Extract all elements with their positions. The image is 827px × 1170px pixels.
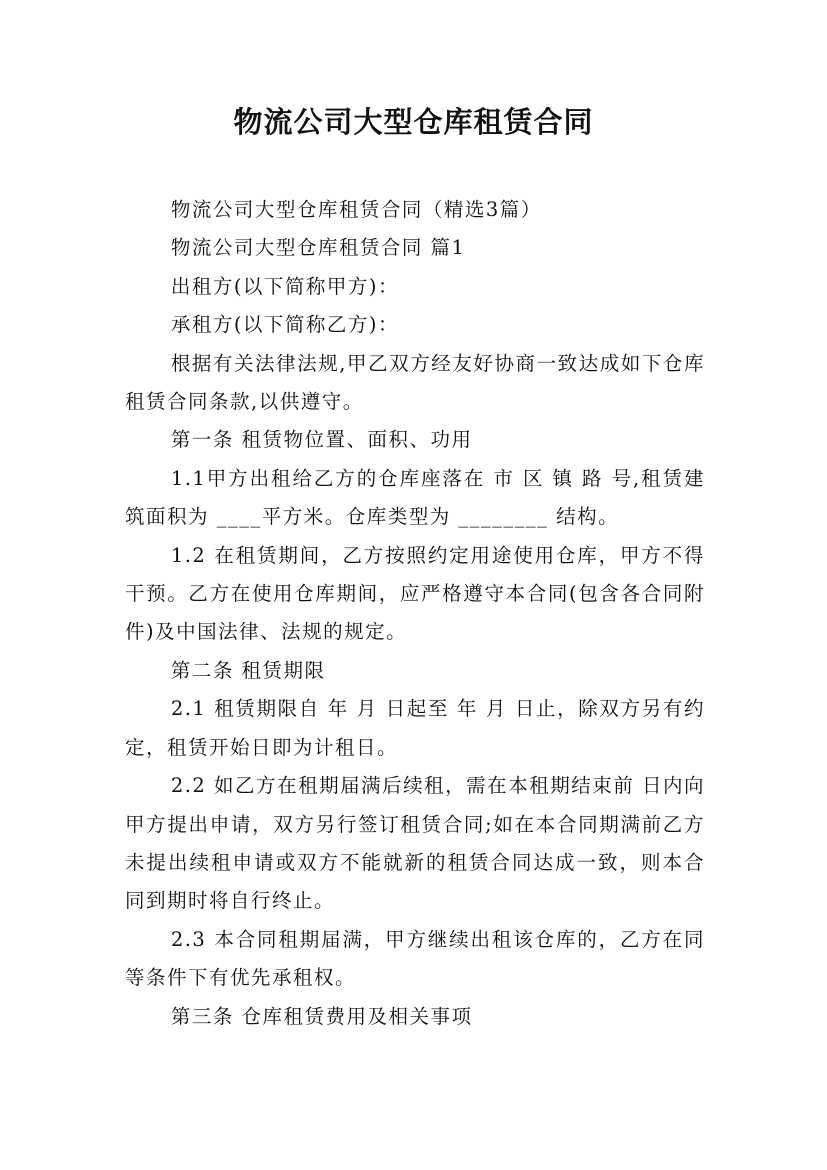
- article-2-heading: 第二条 租赁期限: [170, 658, 326, 682]
- document-body: [125, 191, 705, 1036]
- subtitle-paragraph: 物流公司大型仓库租赁合同（精选3篇）: [170, 198, 542, 221]
- clause-1-2: 1.2 在租赁期间，乙方按照约定用途使用仓库，甲方不得干预。乙方在使用仓库期间，应严格遵守本合同(包含各合同附件)及中国法律、法规的规定。: [125, 543, 705, 644]
- clause-2-3: 2.3 本合同租期届满，甲方继续出租该仓库的，乙方在同等条件下有优先承租权。: [125, 927, 705, 990]
- article-3-heading: 第三条 仓库租赁费用及相关事项: [170, 1004, 473, 1028]
- part-heading: 物流公司大型仓库租赁合同 篇1: [170, 236, 466, 260]
- lessor-line: 出租方(以下简称甲方)：: [170, 274, 400, 298]
- clause-2-2: 2.2 如乙方在租期届满后续租，需在本租期结束前 日内向甲方提出申请，双方另行签订租赁合同;如在本合同期满前乙方未提出续租申请或双方不能就新的租赁合同达成一致，则本合同到期时将自行终止。: [125, 774, 705, 913]
- lessee-line: 承租方(以下简称乙方)：: [170, 313, 400, 337]
- document-title: 物流公司大型仓库租赁合同: [233, 105, 594, 139]
- preamble-paragraph: 根据有关法律法规,甲乙双方经友好协商一致达成如下仓库租赁合同条款,以供遵守。: [125, 351, 705, 414]
- article-1-heading: 第一条 租赁物位置、面积、功用: [170, 428, 473, 452]
- clause-1-1: 1.1甲方出租给乙方的仓库座落在 市 区 镇 路 号,租赁建筑面积为 ____平方米。仓库类型为 ________ 结构。: [125, 466, 705, 529]
- clause-2-1: 2.1 租赁期限自 年 月 日起至 年 月 日止，除双方另有约定，租赁开始日即为计租日。: [125, 697, 705, 759]
